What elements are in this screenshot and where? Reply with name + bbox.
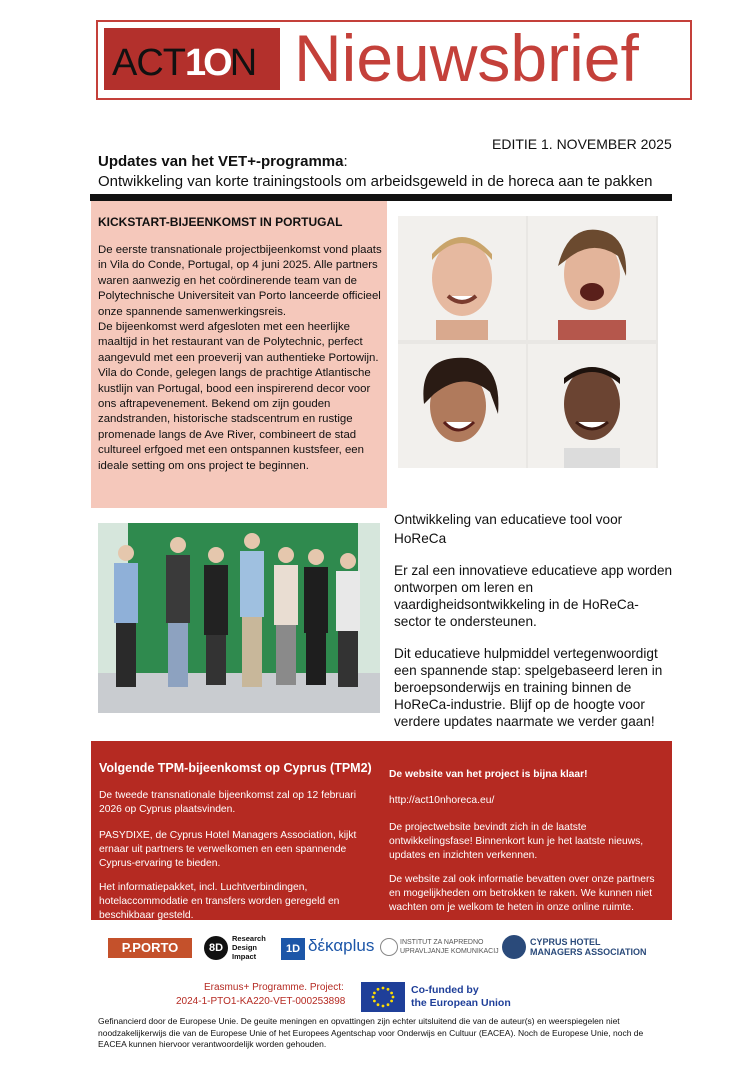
- website-title: De website van het project is bijna klaar!: [389, 769, 588, 780]
- updates-subtitle: Ontwikkeling van korte trainingstools om arbeidsgeweld in de horeca aan te pakken: [98, 173, 653, 190]
- face-photo: [528, 344, 656, 468]
- tpm-title: Volgende TPM-bijeenkomst op Cyprus (TPM2): [99, 761, 372, 775]
- updates-title-bold: Updates van het VET+-programma: [98, 153, 344, 170]
- info-panel: [91, 741, 672, 920]
- tpm-paragraph-2: PASYDIXE, de Cyprus Hotel Managers Association, kijkt ernaar uit partners te verwelkomen en een spannende Cyprus-ervaring te bieden.: [99, 830, 357, 869]
- logo-n: N: [229, 42, 257, 84]
- erasmus-line-2: 2024-1-PTO1-KA220-VET-000253898: [176, 996, 346, 1007]
- updates-title-suffix: :: [343, 153, 348, 170]
- logo-one: 1O: [185, 42, 230, 84]
- faces-photo-grid: [398, 216, 658, 468]
- erasmus-line-1: Erasmus+ Programme. Project:: [204, 982, 344, 993]
- edition-label: EDITIE 1. NOVEMBER 2025: [492, 136, 672, 152]
- website-link[interactable]: http://act10nhoreca.eu/: [389, 795, 495, 806]
- porto-logo: P.PORTO: [108, 938, 192, 958]
- dekaplus-logo: δέκαplus: [308, 936, 375, 955]
- edu-tool-title: Ontwikkeling van educatieve tool voor HoReCa: [394, 512, 623, 546]
- institute-logo-text: INSTITUT ZA NAPREDNO UPRAVLJANJE KOMUNIKACIJ: [400, 939, 499, 955]
- team-group-photo: [98, 523, 380, 713]
- eu-cofunded-line-2: the European Union: [411, 997, 511, 1009]
- tpm-paragraph-3: Het informatiepakket, incl. Luchtverbindingen, hotelaccommodatie en transfers worden geregeld en beschikbaar gesteld.: [99, 882, 340, 921]
- funding-disclaimer: Gefinancierd door de Europese Unie. De geuite meningen en opvattingen zijn echter uitsluitend die van de auteur(s) en weerspiegelen niet noodzakelijkerwijs die van de Europese Unie of het Europees Agentschap voor Onderwijs en Cultuur (EACEA). Noch de Europese Unie, noch de EACEA kunnen hiervoor verantwoordelijk worden gehouden.: [98, 1016, 644, 1049]
- 8d-logo-text: Research Design Impact: [232, 934, 266, 961]
- eu-cofunded-line-1: Co-funded by: [411, 984, 479, 996]
- 8d-logo-icon: 8D: [204, 936, 228, 960]
- edu-tool-paragraph-2: Dit educatieve hulpmiddel vertegenwoordigt een spannende stap: spelgebaseerd leren in beroepsonderwijs en training binnen de HoReCa-industrie. Blijf op de hoogte voor verdere updates naarmate we verder gaan!: [394, 646, 663, 729]
- cyprus-hotel-logo-icon: [502, 935, 526, 959]
- logo-text: [112, 42, 256, 85]
- tpm-paragraph-1: De tweede transnationale bijeenkomst zal op 12 februari 2026 op Cyprus plaatsvinden.: [99, 790, 357, 815]
- 1d-logo-icon: 1D: [281, 938, 305, 960]
- cyprus-hotel-logo-text: CYPRUS HOTEL MANAGERS ASSOCIATION: [530, 937, 647, 957]
- website-paragraph-2: De website zal ook informatie bevatten over onze partners en mogelijkheden om betrokken te raken. We kunnen niet wachten om je welkom te heten in onze online ruimte.: [389, 874, 655, 913]
- updates-title: [98, 153, 348, 170]
- website-paragraph-1: De projectwebsite bevindt zich in de laatste ontwikkelingsfase! Binnenkort kun je het laatste nieuws, updates en inzichten verkennen.: [389, 822, 644, 861]
- kickstart-paragraph-1: De eerste transnationale projectbijeenkomst vond plaats in Vila do Conde, Portugal, op 4 juni 2025. Alle partners waren aanwezig en het coördinerende team van de Polytechnische Universiteit van Porto lanceerde officieel onze spannende samenwerkingsreis.: [98, 244, 382, 318]
- kickstart-paragraph-3: Vila do Conde, gelegen langs de prachtige Atlantische kustlijn van Portugal, bood een inspirerend decor voor ons aftrapevenement. Bekend om zijn gouden zandstranden, historische stadscentrum en rustige promenade langs de Ave River, combineert de stad cultureel erfgoed met een ontspannen kustsfeer, een ideale setting om ons project te beginnen.: [98, 367, 371, 472]
- face-photo: [528, 216, 656, 340]
- newsletter-title: Nieuwsbrief: [294, 21, 639, 95]
- kickstart-paragraph-2: De bijeenkomst werd afgesloten met een heerlijke maaltijd in het restaurant van de Polytechnic, perfect aangevuld met een proeverij van authentieke Portowijn.: [98, 321, 379, 364]
- kickstart-panel: [91, 201, 387, 508]
- act10n-logo: [104, 28, 280, 90]
- face-photo: [398, 216, 526, 340]
- section-divider: [90, 194, 672, 201]
- eu-cofunded-text: [411, 984, 511, 1010]
- institute-logo-icon: [380, 938, 398, 956]
- newsletter-header: [96, 20, 692, 100]
- kickstart-title: KICKSTART-BIJEENKOMST IN PORTUGAL: [98, 215, 343, 229]
- logo-act: ACT: [112, 42, 185, 84]
- kickstart-body: [98, 243, 384, 474]
- edu-tool-paragraph-1: Er zal een innovatieve educatieve app worden ontworpen om leren en vaardigheidsontwikkeling in de HoReCa-sector te ondersteunen.: [394, 563, 673, 629]
- eu-flag-icon: [361, 982, 405, 1012]
- face-photo: [398, 344, 526, 468]
